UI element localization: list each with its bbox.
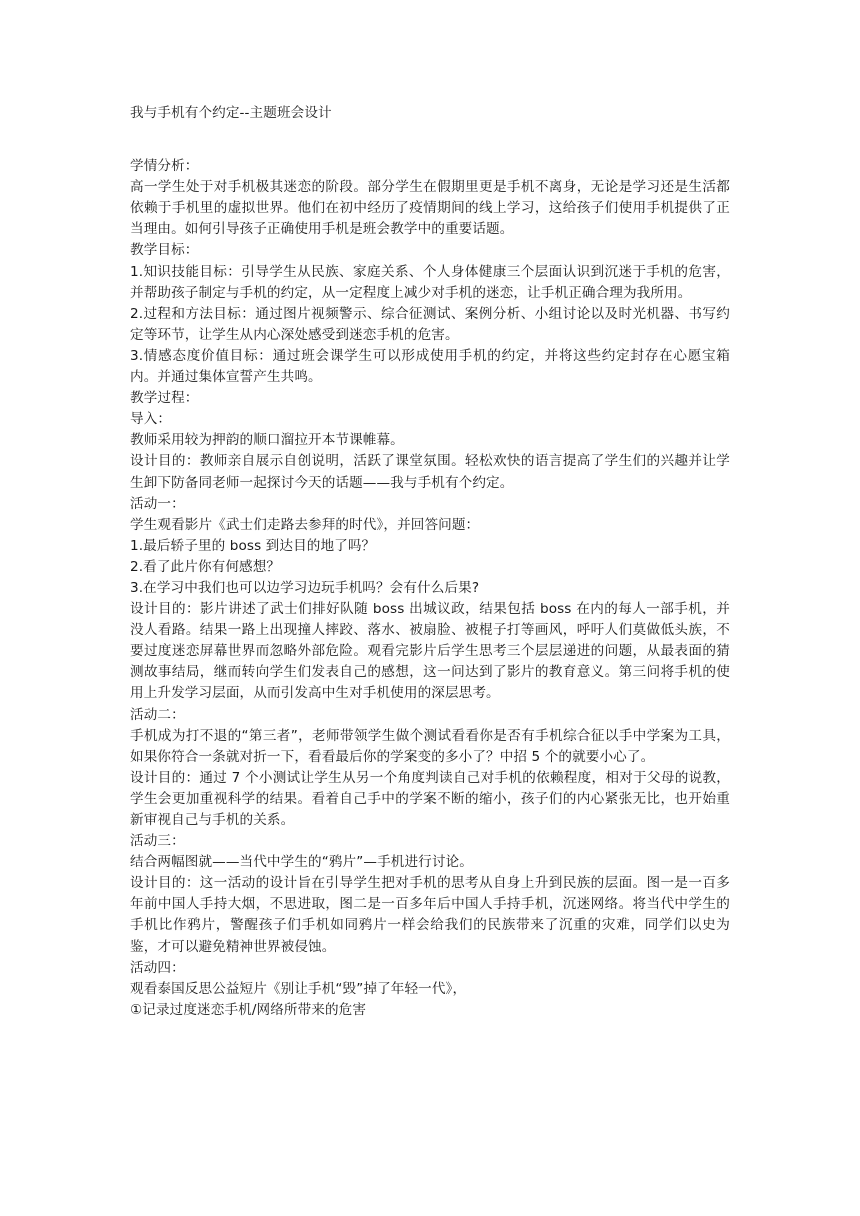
paragraph: 3.在学习中我们也可以边学习边玩手机吗？会有什么后果?: [130, 579, 480, 596]
paragraph: 2.看了此片你有何感想？: [130, 558, 281, 575]
paragraph: 学生观看影片《武士们走路去参拜的时代》，并回答问题：: [130, 516, 480, 533]
paragraph: 设计目的：影片讲述了武士们排好队随 boss 出城议政，结果包括 boss 在内的每人一部手机，并没人看路。结果一路上出现撞人摔跤、落水、被扇脸、被棍子打等画风，呼吁人们莫做低头族，不要过度迷恋屏幕世界而忽略外部危险。观看完影片后学生思考三个层层递进的问题，从最表面的猜测故事结局，继而转向学生们发表自己的感想，这一问达到了影片的教育意义。第三问将手机的使用上升发学习层面，从而引发高中生对手机使用的深层思考。: [130, 601, 730, 702]
paragraph: ①记录过度迷恋手机/网络所带来的危害: [130, 1001, 367, 1018]
paragraph: 手机成为打不退的“第三者”，老师带领学生做个测试看看你是否有手机综合征以手中学案为工具，如果你符合一条就对折一下，看看最后你的学案变的多小了？中招 5 个的就要小心了。: [130, 727, 730, 765]
title-spacer: [130, 124, 730, 156]
paragraph: 1.最后轿子里的 boss 到达目的地了吗？: [130, 537, 376, 554]
paragraph: 活动四：: [130, 959, 185, 976]
paragraph: 学情分析：: [130, 158, 199, 175]
paragraph: 导入：: [130, 411, 172, 428]
document-title: 我与手机有个约定--主题班会设计: [130, 105, 332, 121]
paragraph-list: [130, 156, 730, 1021]
paragraph: 1.知识技能目标：引导学生从民族、家庭关系、个人身体健康三个层面认识到沉迷于手机的危害，并帮助孩子制定与手机的约定，从一定程度上减少对手机的迷恋，让手机正确合理为我所用。: [130, 263, 730, 301]
paragraph: 活动二：: [130, 706, 185, 723]
paragraph: 3.情感态度价值目标：通过班会课学生可以形成使用手机的约定，并将这些约定封存在心愿宝箱内。并通过集体宣誓产生共鸣。: [130, 347, 730, 386]
paragraph: 设计目的：通过 7 个小测试让学生从另一个角度判读自己对手机的依赖程度，相对于父母的说教，学生会更加重视科学的结果。看着自己手中的学案不断的缩小，孩子们的内心紧张无比，也开始重新审视自己与手机的关系。: [130, 769, 730, 828]
paragraph: 结合两幅图就——当代中学生的“鸦片”—手机进行讨论。: [130, 854, 473, 871]
paragraph: 设计目的：这一活动的设计旨在引导学生把对手机的思考从自身上升到民族的层面。图一是一百多年前中国人手持大烟，不思进取，图二是一百多年后中国人手持手机，沉迷网络。将当代中学生的手机比作鸦片，警醒孩子们手机如同鸦片一样会给我们的民族带来了沉重的灾难，同学们以史为鉴，才可以避免精神世界被侵蚀。: [130, 875, 730, 955]
document-body: [130, 103, 730, 1021]
paragraph: 教学过程：: [130, 390, 199, 407]
paragraph: 高一学生处于对手机极其迷恋的阶段。部分学生在假期里更是手机不离身，无论是学习还是生活都依赖于手机里的虚拟世界。他们在初中经历了疫情期间的线上学习，这给孩子们使用手机提供了正当理由。如何引导孩子正确使用手机是班会教学中的重要话题。: [130, 179, 730, 238]
paragraph: 活动三：: [130, 833, 185, 850]
paragraph: 教师采用较为押韵的顺口溜拉开本节课帷幕。: [130, 432, 404, 449]
paragraph: 观看泰国反思公益短片《别让手机“毁”掉了年轻一代》，: [130, 980, 467, 997]
paragraph: 2.过程和方法目标：通过图片视频警示、综合征测试、案例分析、小组讨论以及时光机器、书写约定等环节，让学生从内心深处感受到迷恋手机的危害。: [130, 305, 730, 343]
paragraph: 教学目标：: [130, 242, 199, 259]
paragraph: 活动一：: [130, 495, 185, 512]
paragraph: 设计目的：教师亲自展示自创说明，活跃了课堂氛围。轻松欢快的语言提高了学生们的兴趣并让学生卸下防备同老师一起探讨今天的话题——我与手机有个约定。: [130, 453, 730, 491]
